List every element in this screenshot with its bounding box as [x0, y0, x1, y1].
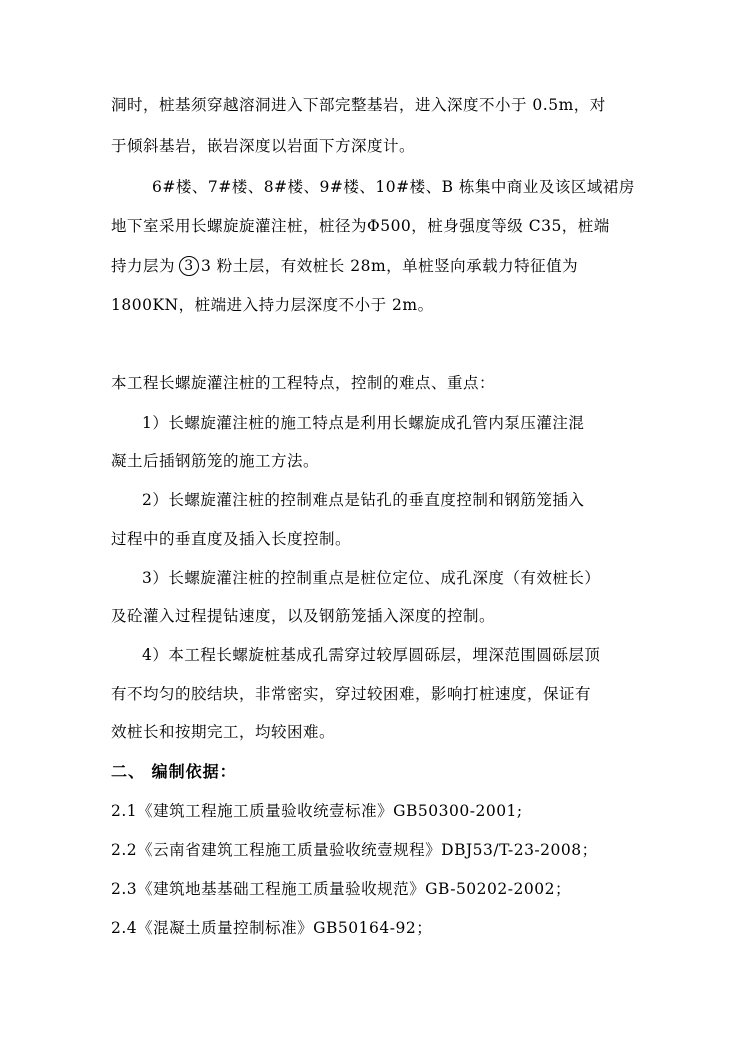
circled-number: 3 — [179, 256, 199, 276]
feature-item1-line2: 凝土后插钢筋笼的施工方法。 — [111, 452, 320, 470]
paragraph1-line2: 于倾斜基岩，嵌岩深度以岩面下方深度计。 — [111, 137, 416, 155]
reference-item: 2.1《建筑工程施工质量验收统壹标准》GB50300-2001; — [111, 802, 523, 820]
feature-item4-line1: 4）本工程长螺旋桩基成孔需穿过较厚圆砾层，埋深范围圆砾层顶 — [142, 646, 601, 664]
reference-item: 2.2《云南省建筑工程施工质量验收统壹规程》DBJ53/T-23-2008； — [111, 841, 598, 859]
feature-item1-line1: 1）长螺旋灌注桩的施工特点是利用长螺旋成孔管内泵压灌注混 — [142, 414, 585, 432]
features-intro: 本工程长螺旋灌注桩的工程特点，控制的难点、重点： — [111, 374, 496, 392]
reference-item: 2.3《建筑地基基础工程施工质量验收规范》GB-50202-2002； — [111, 880, 571, 898]
paragraph2-line3-before: 持力层为 — [111, 257, 176, 275]
feature-item3-line1: 3）长螺旋灌注桩的控制重点是桩位定位、成孔深度（有效桩长） — [142, 569, 601, 587]
paragraph2-line3 — [111, 256, 578, 277]
reference-item: 2.4《混凝土质量控制标准》GB50164-92； — [111, 919, 433, 937]
section2-heading: 二、 编制依据： — [111, 762, 237, 781]
paragraph2-line4: 1800KN，桩端进入持力层深度不小于 2m。 — [111, 296, 434, 314]
feature-item2-line1: 2）长螺旋灌注桩的控制难点是钻孔的垂直度控制和钢筋笼插入 — [142, 491, 585, 509]
paragraph2-line1: 6#楼、7#楼、8#楼、9#楼、10#楼、B 栋集中商业及该区域裙房 — [152, 178, 635, 196]
feature-item4-line3: 效桩长和按期完工，均较困难。 — [111, 723, 336, 741]
feature-item2-line2: 过程中的垂直度及插入长度控制。 — [111, 530, 352, 548]
feature-item4-line2: 有不均匀的胶结块，非常密实，穿过较困难，影响打桩速度，保证有 — [111, 685, 592, 703]
paragraph1-line1: 洞时，桩基须穿越溶洞进入下部完整基岩，进入深度不小于 0.5m，对 — [111, 96, 606, 114]
paragraph2-line2: 地下室采用长螺旋旋灌注桩，桩径为Φ500，桩身强度等级 C35，桩端 — [111, 217, 610, 235]
paragraph2-line3-after: 3 粉土层，有效桩长 28m，单桩竖向承载力特征值为 — [201, 257, 579, 275]
feature-item3-line2: 及砼灌入过程提钻速度，以及钢筋笼插入深度的控制。 — [111, 607, 496, 625]
